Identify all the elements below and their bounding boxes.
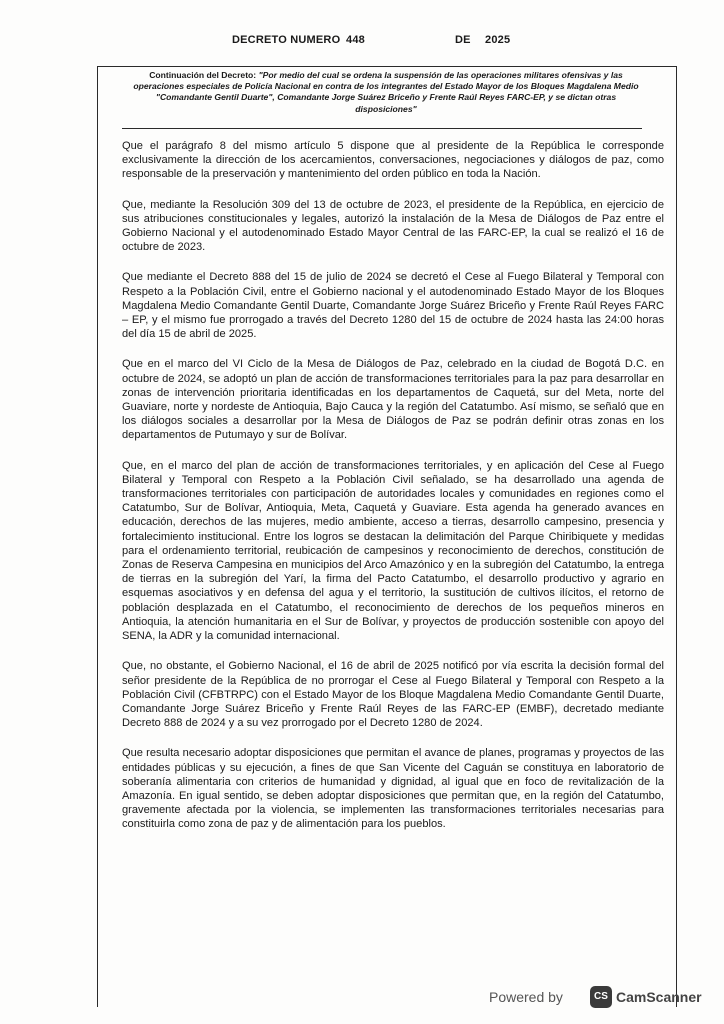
decree-number: 448 — [346, 34, 365, 46]
paragraph: Que, no obstante, el Gobierno Nacional, el 16 de abril de 2025 notificó por vía escrita la decisión formal del señor presidente de la República de no prorrogar el Cese al Fuego Bilateral y Temporal con Respeto a la Población Civil (CFBTRPC) con el Estado Mayor de los Bloque Magdalena Medio Comandante Gentil Duarte, Comandante Jorge Suárez Briceño y Frente Raúl Reyes de las FARC-EP (EMBF), decretado mediante Decreto 888 de 2024 y a su vez prorrogado por el Decreto 1280 de 2024. — [122, 660, 664, 730]
powered-by-text: Powered by — [489, 989, 563, 1005]
decree-de-label: DE — [455, 34, 471, 46]
camscanner-watermark — [489, 984, 719, 1012]
document-body — [122, 139, 664, 848]
camscanner-brand: CamScanner — [616, 989, 702, 1005]
paragraph: Que, en el marco del plan de acción de transformaciones territoriales, y en aplicación del Cese al Fuego Bilateral y Temporal con Respeto a la Población Civil señalado, se ha desarrollado una agenda de transformaciones territoriales con participación de autoridades locales y comunidades en regiones como el Catatumbo, Sur de Bolívar, Antioquia, Meta, Caquetá y Guaviare. Esta agenda ha generado avances en educación, derechos de las mujeres, medio ambiente, acceso a tierras, desarrollo campesino, presencia y fortalecimiento institucional. Entre los logros se destacan la delimitación del Parque Chiribiquete y medidas para el ordenamiento territorial, reubicación de campesinos y reconocimiento de derechos, constitución de Zonas de Reserva Campesina en municipios del Arco Amazónico y en la subregión del Catatumbo, la entrega de tierras en la subregión del Yarí, la firma del Pacto Catatumbo, el desarrollo productivo y agrario en esquemas asociativos y en defensa del agua y el territorio, la sustitución de cultivos ilícitos, el retorno de población desplazada en el Catatumbo, el reconocimiento de derechos de los pequeños mineros en Antioquia, la atención humanitaria en el Sur de Bolívar, y proyectos de producción sostenible con apoyo del SENA, la ADR y la comunidad internacional. — [122, 459, 664, 643]
paragraph: Que resulta necesario adoptar disposiciones que permitan el avance de planes, programas y proyectos de las entidades públicas y su ejecución, a fines de que San Vicente del Caguán se constituya en laboratorio de soberanía alimentaria con criterios de humanidad y dignidad, al igual que en foco de revitalización de la Amazonía. En igual sentido, se deben adoptar disposiciones que permitan que, en la región del Catatumbo, gravemente afectada por la violencia, se implementen las transformaciones territoriales necesarias para constituirla como zona de paz y de alimentación para los pueblos. — [122, 747, 664, 831]
decree-year: 2025 — [485, 34, 511, 46]
divider-line — [122, 128, 642, 129]
paragraph: Que mediante el Decreto 888 del 15 de julio de 2024 se decretó el Cese al Fuego Bilateral y Temporal con Respeto a la Población Civil, entre el Gobierno nacional y el autodenominado Estado Mayor de los Bloques Magdalena Medio Comandante Gentil Duarte, Comandante Jorge Suárez Briceño y Frente Raúl Reyes FARC – EP, y el mismo fue prorrogado a través del Decreto 1280 del 15 de octubre de 2024 hasta las 24:00 horas del día 15 de abril de 2025. — [122, 271, 664, 341]
camscanner-logo-icon: CS — [590, 986, 612, 1008]
decree-header — [0, 34, 724, 50]
continuation-label: Continuación del Decreto: — [149, 70, 259, 80]
paragraph: Que el parágrafo 8 del mismo artículo 5 dispone que al presidente de la República le corresponde exclusivamente la dirección de los acercamientos, conversaciones, negociaciones y diálogos de paz, como responsable de la preservación y mantenimiento del orden público en toda la Nación. — [122, 140, 664, 181]
decree-label: DECRETO NUMERO — [232, 34, 341, 46]
paragraph: Que, mediante la Resolución 309 del 13 de octubre de 2023, el presidente de la República, en ejercicio de sus atribuciones constitucionales y legales, autorizó la instalación de la Mesa de Diálogos de Paz entre el Gobierno Nacional y el autodenominado Estado Mayor Central de las FARC-EP, la cual se realizó el 16 de octubre de 2023. — [122, 198, 664, 254]
continuation-block — [130, 70, 642, 115]
continuation-title: "Por medio del cual se ordena la suspensión de las operaciones militares ofensivas y las operaciones especiales de Policía Nacional en contra de los integrantes del Estado Mayor de los Bloques Magdalena Medio "Comandante Gentil Duarte", Comandante Jorge Suárez Briceño y Frente Raúl Reyes FARC-EP, y se dictan otras disposiciones" — [133, 70, 639, 114]
paragraph: Que en el marco del VI Ciclo de la Mesa de Diálogos de Paz, celebrado en la ciudad de Bogotá D.C. en octubre de 2024, se adoptó un plan de acción de transformaciones territoriales para la paz para desarrollar en zonas de intervención prioritaria identificadas en los departamentos de Caquetá, sur del Meta, norte del Guaviare, norte y nordeste de Antioquia, Bajo Cauca y la región del Catatumbo. Así mismo, se señaló que en los diálogos sociales a desarrollar por la Mesa de Diálogos de Paz se podrán definir otras zonas en los departamentos de Putumayo y sur de Bolívar. — [122, 358, 664, 442]
